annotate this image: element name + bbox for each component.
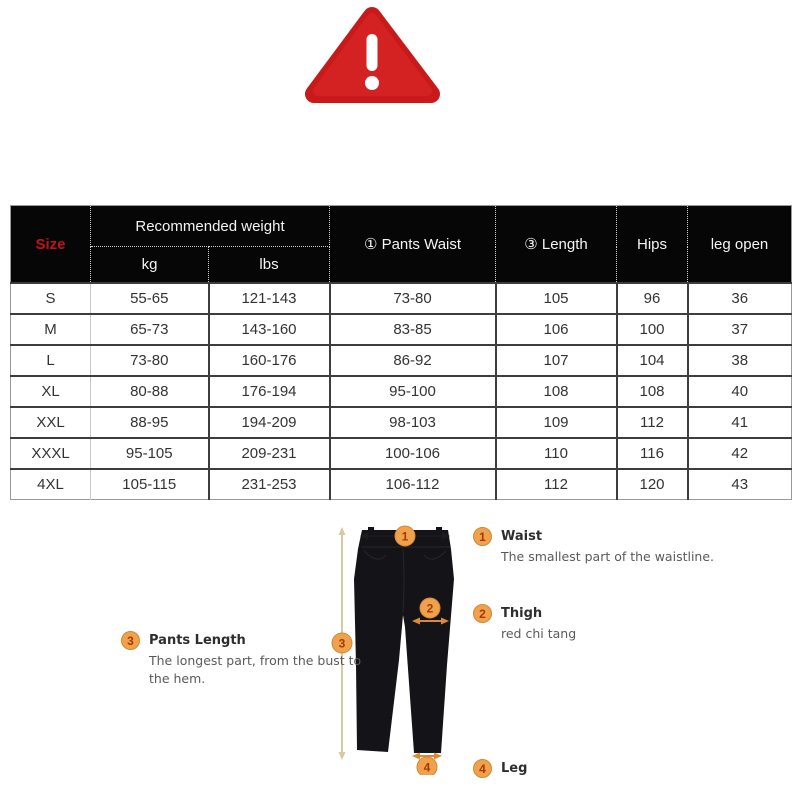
lbs-cell: 231-253	[209, 469, 330, 500]
table-row	[11, 469, 792, 500]
length-cell: 112	[496, 469, 617, 500]
lbs-cell: 176-194	[209, 376, 330, 407]
pants-length-title: Pants Length	[149, 633, 246, 648]
hips-cell: 108	[617, 376, 688, 407]
hips-cell: 120	[617, 469, 688, 500]
length-cell: 109	[496, 407, 617, 438]
thigh-number-badge: 2	[473, 604, 492, 623]
hips-cell: 104	[617, 345, 688, 376]
waist-cell: 73-80	[330, 283, 496, 314]
kg-cell: 73-80	[91, 345, 209, 376]
lbs-cell: 160-176	[209, 345, 330, 376]
size-cell: XXXL	[11, 438, 91, 469]
hips-cell: 112	[617, 407, 688, 438]
waist-number-badge: 1	[473, 527, 492, 546]
kg-cell: 80-88	[91, 376, 209, 407]
header-leg-open: leg open	[688, 206, 792, 284]
leg-measure-arrow	[412, 753, 442, 776]
thigh-marker-number: 2	[426, 601, 434, 616]
table-row	[11, 438, 792, 469]
leg-open-cell: 40	[688, 376, 792, 407]
waist-cell: 98-103	[330, 407, 496, 438]
annotation-waist	[473, 527, 773, 566]
lbs-cell: 209-231	[209, 438, 330, 469]
lbs-cell: 121-143	[209, 283, 330, 314]
waist-cell: 95-100	[330, 376, 496, 407]
length-cell: 110	[496, 438, 617, 469]
warning-triangle-icon	[300, 4, 445, 108]
kg-cell: 88-95	[91, 407, 209, 438]
leg-open-cell: 41	[688, 407, 792, 438]
thigh-title: Thigh	[501, 606, 543, 621]
waist-cell: 86-92	[330, 345, 496, 376]
length-cell: 108	[496, 376, 617, 407]
length-cell: 105	[496, 283, 617, 314]
header-length: ③ Length	[496, 206, 617, 284]
kg-cell: 95-105	[91, 438, 209, 469]
annotation-leg	[473, 759, 673, 778]
leg-open-cell: 42	[688, 438, 792, 469]
leg-open-cell: 37	[688, 314, 792, 345]
leg-open-cell: 36	[688, 283, 792, 314]
hips-cell: 96	[617, 283, 688, 314]
table-row	[11, 407, 792, 438]
hips-cell: 116	[617, 438, 688, 469]
kg-cell: 55-65	[91, 283, 209, 314]
size-cell: XL	[11, 376, 91, 407]
size-chart-table	[10, 205, 792, 500]
size-cell: 4XL	[11, 469, 91, 500]
size-cell: L	[11, 345, 91, 376]
leg-open-cell: 43	[688, 469, 792, 500]
lbs-cell: 194-209	[209, 407, 330, 438]
waist-description: The smallest part of the waistline.	[501, 549, 715, 564]
waist-marker-number: 1	[401, 529, 409, 544]
waist-cell: 83-85	[330, 314, 496, 345]
leg-number-badge: 4	[473, 759, 492, 778]
pants-length-description: The longest part, from the bust to the hem.	[149, 653, 362, 687]
header-lbs: lbs	[209, 247, 330, 284]
leg-title: Leg	[501, 761, 528, 776]
leg-marker-number: 4	[423, 760, 431, 775]
annotation-pants-length	[121, 631, 381, 688]
kg-cell: 105-115	[91, 469, 209, 500]
leg-open-cell: 38	[688, 345, 792, 376]
size-cell: M	[11, 314, 91, 345]
lbs-cell: 143-160	[209, 314, 330, 345]
header-kg: kg	[91, 247, 209, 284]
size-cell: XXL	[11, 407, 91, 438]
table-row	[11, 345, 792, 376]
table-row	[11, 376, 792, 407]
pants-length-number-badge: 3	[121, 631, 140, 650]
table-row	[11, 314, 792, 345]
header-size: Size	[11, 206, 91, 284]
hips-cell: 100	[617, 314, 688, 345]
header-recommended-weight: Recommended weight	[91, 206, 330, 247]
waist-title: Waist	[501, 529, 543, 544]
header-pants-waist: ① Pants Waist	[330, 206, 496, 284]
length-cell: 106	[496, 314, 617, 345]
waist-cell: 106-112	[330, 469, 496, 500]
length-marker-number: 3	[338, 636, 346, 651]
thigh-description: red chi tang	[501, 626, 577, 641]
table-row	[11, 283, 792, 314]
waist-cell: 100-106	[330, 438, 496, 469]
header-hips: Hips	[617, 206, 688, 284]
annotation-thigh	[473, 604, 773, 643]
size-cell: S	[11, 283, 91, 314]
length-cell: 107	[496, 345, 617, 376]
kg-cell: 65-73	[91, 314, 209, 345]
